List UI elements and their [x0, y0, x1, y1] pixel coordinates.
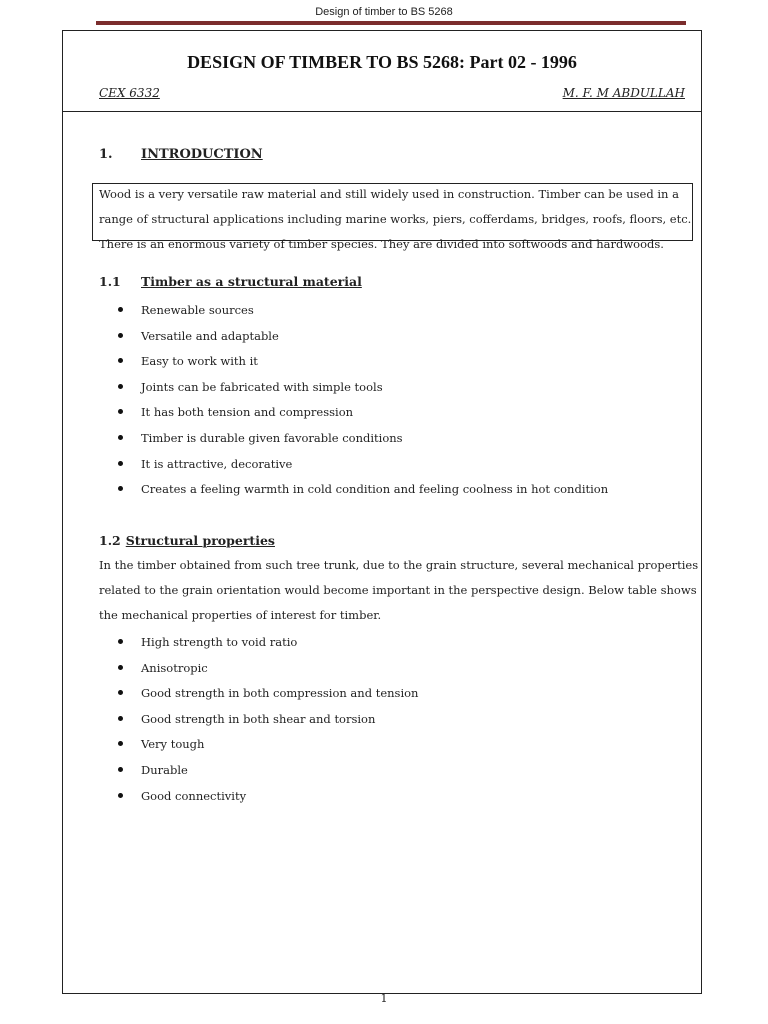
properties-paragraph-line: the mechanical properties of interest for timber. [99, 608, 382, 622]
list-item: It is attractive, decorative [118, 455, 608, 481]
author-name: M. F. M ABDULLAH [562, 86, 685, 100]
section-title: Structural properties [125, 533, 275, 548]
list-item: High strength to void ratio [118, 633, 418, 659]
section-number: 1. [99, 147, 113, 162]
bullet-icon [118, 665, 123, 670]
meta-divider [62, 111, 702, 112]
bullet-icon [118, 358, 123, 363]
bullet-icon [118, 307, 123, 312]
intro-paragraph-line: range of structural applications including marine works, piers, cofferdams, bridges, roofs, floors, etc. [99, 212, 692, 226]
bullet-icon [118, 639, 123, 644]
list-item: Joints can be fabricated with simple tools [118, 378, 608, 404]
list-item: Very tough [118, 735, 418, 761]
section-number: 1.1 [99, 274, 121, 289]
list-item: Good strength in both shear and torsion [118, 710, 418, 736]
section-title: INTRODUCTION [141, 147, 263, 162]
course-code: CEX 6332 [99, 86, 160, 100]
bullet-icon [118, 409, 123, 414]
list-item: Creates a feeling warmth in cold condition and feeling coolness in hot condition [118, 480, 608, 506]
properties-paragraph-line: In the timber obtained from such tree trunk, due to the grain structure, several mechanical properties [99, 558, 699, 572]
bullet-icon [118, 461, 123, 466]
list-item: Good connectivity [118, 787, 418, 813]
list-item: Versatile and adaptable [118, 327, 608, 353]
list-item: Renewable sources [118, 301, 608, 327]
structural-properties-list [118, 633, 418, 812]
bullet-icon [118, 435, 123, 440]
section-heading-structural-properties [99, 533, 275, 548]
bullet-icon [118, 690, 123, 695]
section-heading-structural-material [99, 274, 362, 289]
list-item: Easy to work with it [118, 352, 608, 378]
list-item: Good strength in both compression and tension [118, 684, 418, 710]
bullet-icon [118, 333, 123, 338]
header-rule [96, 21, 686, 25]
bullet-icon [118, 384, 123, 389]
bullet-icon [118, 716, 123, 721]
bullet-icon [118, 741, 123, 746]
page-number: 1 [380, 992, 388, 1005]
structural-material-list [118, 301, 608, 506]
document-title: DESIGN OF TIMBER TO BS 5268: Part 02 - 1996 [187, 52, 577, 72]
bullet-icon [118, 793, 123, 798]
page-frame [62, 30, 702, 994]
bullet-icon [118, 486, 123, 491]
section-number: 1.2 [99, 533, 121, 548]
bullet-icon [118, 767, 123, 772]
properties-paragraph-line: related to the grain orientation would become important in the perspective design. Below table shows [99, 583, 697, 597]
intro-paragraph-line: Wood is a very versatile raw material and still widely used in construction. Timber can be used in a [99, 187, 679, 201]
intro-paragraph-line: There is an enormous variety of timber species. They are divided into softwoods and hardwoods. [99, 237, 664, 251]
section-title: Timber as a structural material [141, 274, 362, 289]
list-item: Durable [118, 761, 418, 787]
running-header: Design of timber to BS 5268 [315, 6, 453, 18]
list-item: Anisotropic [118, 659, 418, 685]
section-heading-introduction [99, 147, 263, 162]
list-item: It has both tension and compression [118, 403, 608, 429]
list-item: Timber is durable given favorable conditions [118, 429, 608, 455]
